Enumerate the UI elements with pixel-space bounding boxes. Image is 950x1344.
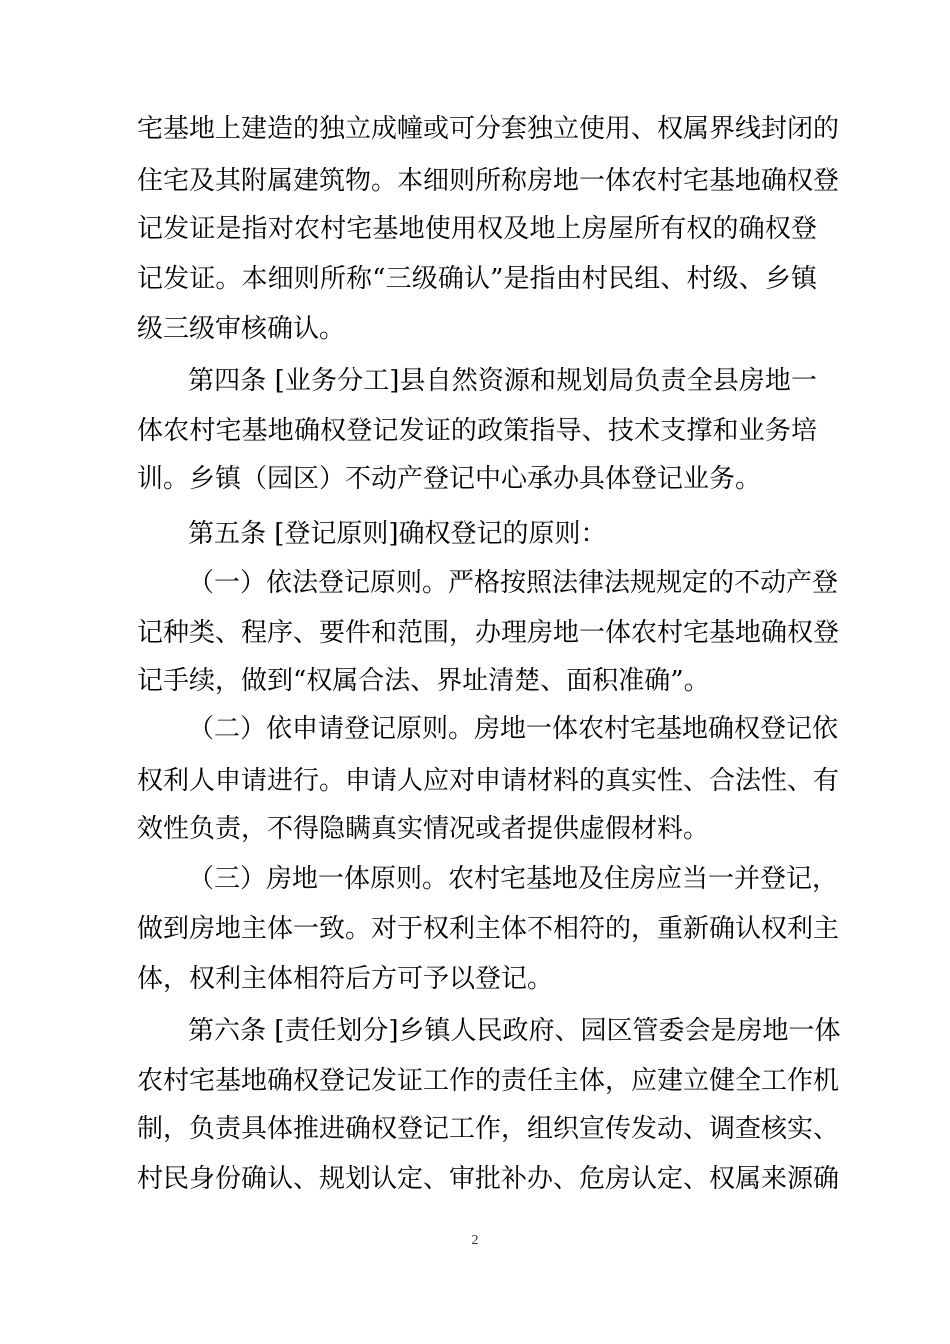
text-line: 记手续，做到“权属合法、界址清楚、面积准确”。: [137, 666, 710, 696]
text-line: 级三级审核确认。: [137, 314, 346, 344]
text-line: 训。乡镇（园区）不动产登记中心承办具体登记业务。: [137, 464, 762, 494]
text-line: 住宅及其附属建筑物。本细则所称房地一体农村宅基地确权登: [137, 166, 840, 196]
article-4-heading-line: 第四条 [业务分工]县自然资源和规划局负责全县房地一: [188, 366, 817, 396]
text-line: 记发证是指对农村宅基地使用权及地上房屋所有权的确权登: [137, 214, 817, 244]
text-line: 体，权利主体相符后方可予以登记。: [137, 964, 554, 994]
text-line: 农村宅基地确权登记发证工作的责任主体，应建立健全工作机: [137, 1066, 840, 1096]
article-5-heading-line: 第五条 [登记原则]确权登记的原则：: [188, 519, 607, 549]
text-line: 效性负责，不得隐瞒真实情况或者提供虚假材料。: [137, 814, 710, 844]
text-line: 记发证。本细则所称“三级确认”是指由村民组、村级、乡镇: [137, 264, 817, 294]
text-line: 做到房地主体一致。对于权利主体不相符的，重新确认权利主: [137, 914, 840, 944]
text-line: （一）依法登记原则。严格按照法律法规规定的不动产登: [188, 568, 839, 598]
text-line: （三）房地一体原则。农村宅基地及住房应当一并登记，: [188, 864, 839, 894]
text-line: 体农村宅基地确权登记发证的政策指导、技术支撑和业务培: [137, 416, 817, 446]
page-number: 2: [471, 1233, 479, 1248]
text-line: 权利人申请进行。申请人应对申请材料的真实性、合法性、有: [137, 766, 840, 796]
text-line: （二）依申请登记原则。房地一体农村宅基地确权登记依: [188, 714, 839, 744]
text-line: 村民身份确认、规划认定、审批补办、危房认定、权属来源确: [137, 1164, 840, 1194]
text-line: 记种类、程序、要件和范围，办理房地一体农村宅基地确权登: [137, 618, 840, 648]
text-line: 制，负责具体推进确权登记工作，组织宣传发动、调查核实、: [137, 1114, 840, 1144]
text-line: 宅基地上建造的独立成幢或可分套独立使用、权属界线封闭的: [137, 114, 840, 144]
article-6-heading-line: 第六条 [责任划分]乡镇人民政府、园区管委会是房地一体: [188, 1016, 841, 1046]
